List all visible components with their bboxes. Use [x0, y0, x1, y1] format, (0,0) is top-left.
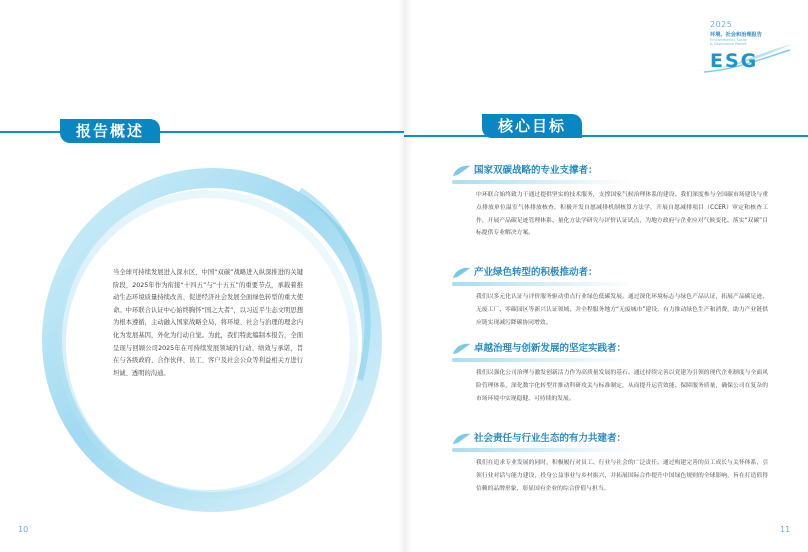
section-divider	[404, 135, 808, 137]
goal-title-underline	[452, 358, 632, 362]
leaf-icon	[452, 432, 472, 446]
goal-body: 中环联合始终致力于通过提供坚实的技术服务，支撑国家气候治理体系的建设。我们深度参与全国碳市场建设与重点排放单位温室气体排放核查，积极开发自愿减排机制核算方法学，开展自愿减排项目（CCER）审定和核查工作，开展产品碳足迹管理体系、量化方法学研究与评价认证试点，为地方政府与企业应对气候变化、落实“双碳”目标提供专业解决方案。	[476, 192, 768, 237]
logo-esg-text: ESG	[710, 50, 759, 72]
logo-year: 2025	[710, 20, 733, 29]
goal-title	[452, 342, 784, 356]
goal-item	[452, 342, 784, 405]
goal-body: 我们在追求专业发展的同时，积极履行对员工、行业与社会的广泛责任。通过构建完善的员工成长与关怀体系，引领行业对话与能力建设，投身公益事业与乡村振兴，并拓展国际合作提升中国绿色规则的全球影响，旨在打造值得信赖的品牌形象，彰显国有企业的综合价值与担当。	[476, 460, 768, 492]
esg-report-logo	[694, 20, 794, 74]
book-spine-shadow	[398, 0, 412, 552]
overview-paragraph: 当全球可持续发展进入深水区，中国“双碳”战略进入纵深推进的关键阶段，2025年作为衔接“十四五”与“十五五”的重要节点，承载着推动生态环境质量持续改善、促进经济社会发展全面绿色转型的重大使命。中环联合认证中心始终胸怀“国之大者”，以习近平生态文明思想为根本遵循，主动融入国家战略全局，将环境、社会与治理的理念内化为发展基因，外化为行动自觉。为此，我们特此编制本报告，全面呈现与回顾公司2025年在可持续发展领域的行动、绩效与承诺，旨在与各级政府、合作伙伴、员工、客户及社会公众等利益相关方进行坦诚、透明的沟通。	[113, 269, 303, 377]
goal-item	[452, 432, 784, 495]
goal-title-text: 社会责任与行业生态的有力共建者：	[474, 433, 627, 444]
logo-title-en: Environmental, Social & Governance Report	[710, 38, 747, 46]
leaf-icon	[452, 342, 472, 356]
goal-item	[452, 164, 784, 240]
page-number-right: 11	[780, 525, 791, 534]
page-number-left: 10	[18, 525, 29, 534]
section-title-goals: 核心目标	[482, 114, 582, 138]
logo-title-cn: 环境、社会和治理报告	[710, 32, 762, 38]
goal-title-text: 国家双碳战略的专业支撑者：	[474, 165, 598, 176]
goal-body: 我们以多元化认证与评价服务驱动重点行业绿色低碳发展。通过深化环境标志与绿色产品认证，拓展产品碳足迹、无废工厂、零碳园区等新兴认证领域，并全程服务地方“无废城市”建设，有力推动绿色生产和消费，助力产业链供应链实现减污降碳协同增效。	[476, 294, 768, 326]
leaf-icon	[452, 266, 472, 280]
leaf-icon	[452, 164, 472, 178]
goal-title-text: 卓越治理与创新发展的坚定实践者：	[474, 343, 627, 354]
goal-body: 我们以强化公司治理与激发创新活力作为高质量发展的基石。通过持续完善以党建为引领的现代企业制度与全面风险管理体系，深化数字化转型并推动科研攻关与标准制定，从而提升运营效能、保障服务质量，确保公司在复杂的市场环境中实现稳健、可持续的发展。	[476, 370, 768, 402]
goal-title	[452, 432, 784, 446]
goal-title-underline	[452, 180, 632, 184]
goal-item	[452, 266, 784, 329]
goal-title-underline	[452, 282, 632, 286]
section-title-overview: 报告概述	[60, 119, 160, 143]
goal-title-underline	[452, 448, 632, 452]
goal-title	[452, 266, 784, 280]
goal-title	[452, 164, 784, 178]
goal-title-text: 产业绿色转型的积极推动者：	[474, 267, 598, 278]
